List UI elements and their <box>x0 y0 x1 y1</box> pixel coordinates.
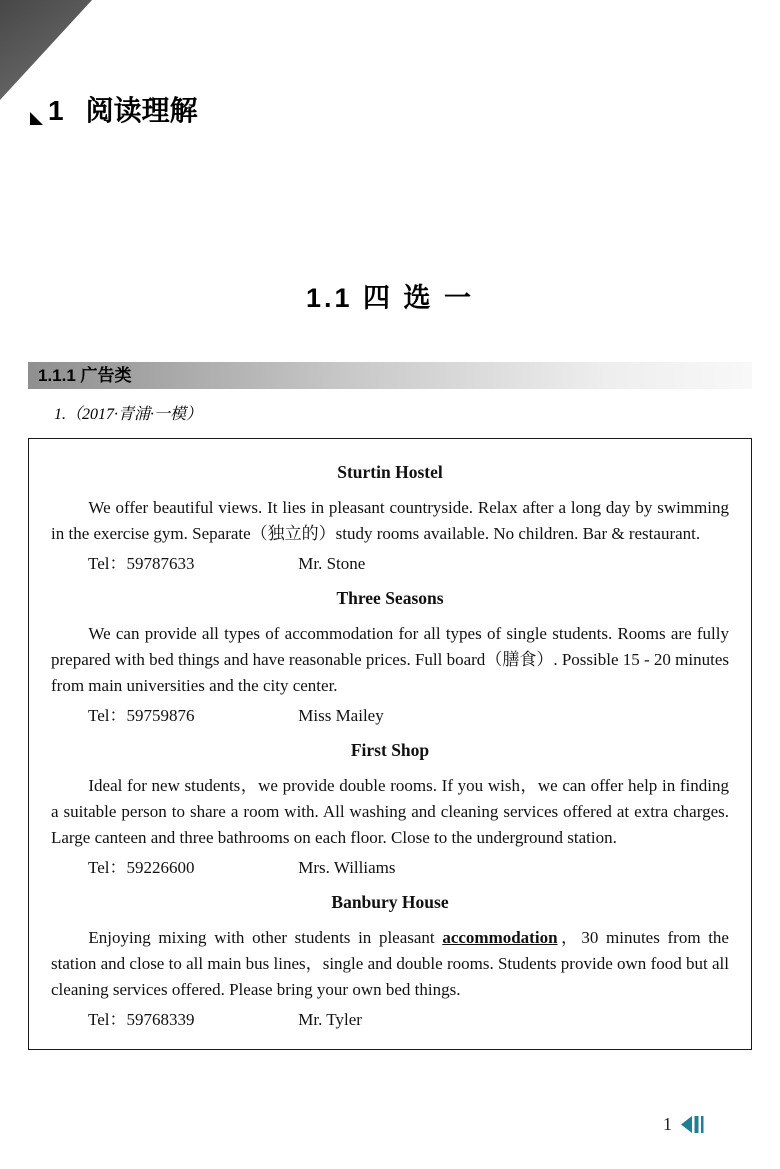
ad-section-three-seasons <box>51 585 729 729</box>
tel-line <box>51 703 729 729</box>
exercise-label: 1.（2017·青浦·一模） <box>54 406 203 423</box>
chapter-number: 1 <box>48 95 64 126</box>
advertisement-box <box>28 438 752 1050</box>
page-footer <box>663 1114 704 1135</box>
emphasized-word: accommodation <box>442 928 558 947</box>
subsection-title: 1.1.1 广告类 <box>38 366 132 385</box>
tel-line <box>51 551 729 577</box>
ad-body <box>51 925 729 1003</box>
triangle-marker-icon <box>30 112 43 125</box>
ad-title: Three Seasons <box>336 588 444 608</box>
contact-name: Mrs. Williams <box>298 858 396 877</box>
chapter-title: 阅读理解 <box>85 95 198 126</box>
ad-body: We offer beautiful views. It lies in pleasant countryside. Relax after a long day by swimming in the exercise gym. Separate（独立的）study rooms available. No children. Bar & restaurant. <box>51 498 729 543</box>
ad-section-first-shop <box>51 737 729 881</box>
tel-line <box>51 855 729 881</box>
ad-body: Ideal for new students，we provide double rooms. If you wish，we can offer help in finding a suitable person to share a room with. All washing and cleaning services offered at extra charges. Large canteen and three bathrooms on each floor. Close to the underground station. <box>51 776 729 847</box>
ad-title: Sturtin Hostel <box>337 462 443 482</box>
tel-number: Tel：59759876 <box>88 706 195 725</box>
contact-name: Mr. Stone <box>298 554 366 573</box>
ad-section-banbury-house <box>51 889 729 1033</box>
tel-number: Tel：59768339 <box>88 1010 195 1029</box>
contact-name: Mr. Tyler <box>298 1010 362 1029</box>
corner-fold-decoration <box>0 0 92 100</box>
ad-body-text: ，30 minutes from the station and close to all main bus lines，single and double rooms. Students provide own food but all cleaning services offered. Please bring your own bed things. <box>51 928 729 999</box>
subsection-bar <box>28 362 752 389</box>
page-nav-icon <box>681 1116 704 1133</box>
section-title: 1.1 四 选 一 <box>305 283 475 313</box>
ad-body-text: Enjoying mixing with other students in pleasant <box>88 928 443 947</box>
ad-title: First Shop <box>350 740 430 760</box>
page-number: 1 <box>663 1114 672 1134</box>
chapter-heading <box>30 94 780 128</box>
tel-number: Tel：59787633 <box>88 554 195 573</box>
ad-body: We can provide all types of accommodation for all types of single students. Rooms are fully prepared with bed things and have reasonable prices. Full board（膳食）. Possible 15 - 20 minutes from main universities and the city center. <box>51 624 729 695</box>
tel-line <box>51 1007 729 1033</box>
contact-name: Miss Mailey <box>298 706 384 725</box>
ad-section-sturtin-hostel <box>51 459 729 577</box>
tel-number: Tel：59226600 <box>88 858 195 877</box>
ad-title: Banbury House <box>331 892 449 912</box>
